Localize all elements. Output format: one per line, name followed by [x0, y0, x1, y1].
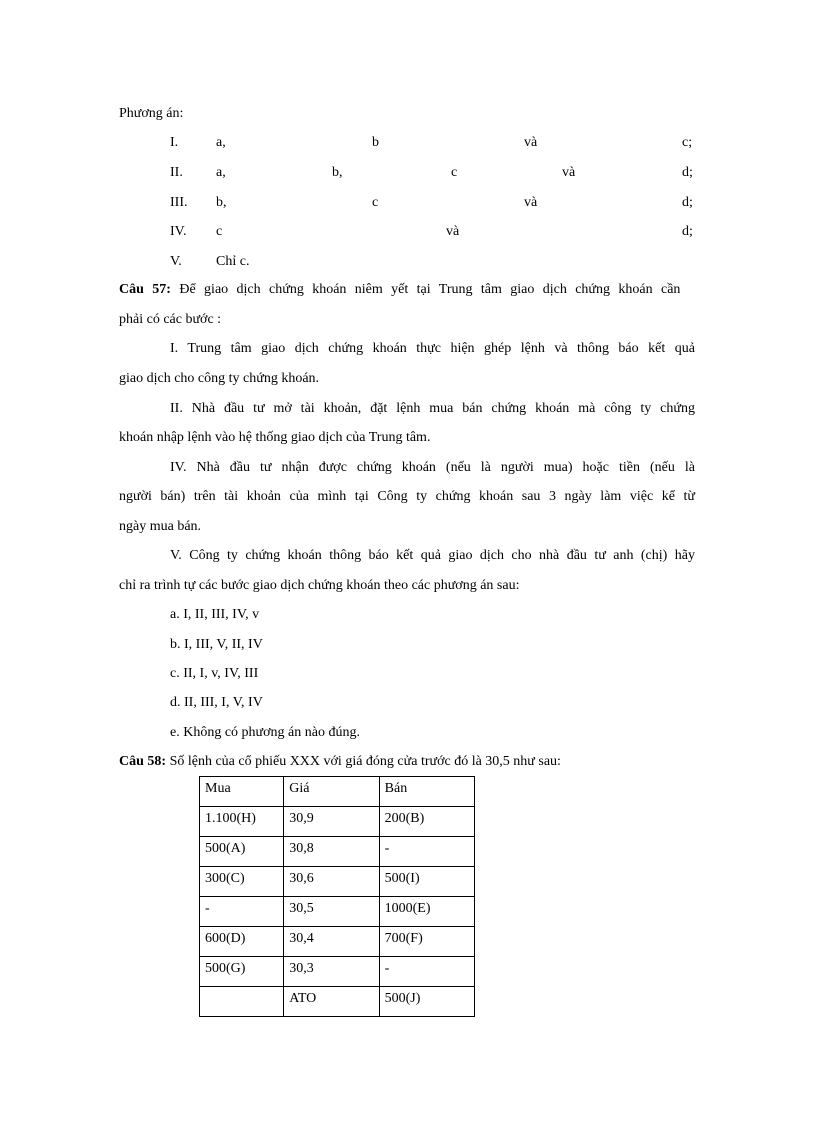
option-token: a, [216, 135, 226, 150]
cell-price: 30,3 [284, 957, 379, 987]
options-heading: Phương án: [119, 106, 184, 121]
cell-price: 30,5 [284, 897, 379, 927]
q58-line [119, 753, 561, 771]
q57-step-1-line-1: I. Trung tâm giao dịch chứng khoán thực hiện ghép lệnh và thông báo kết quả [170, 341, 695, 356]
option-token: Chỉ c. [216, 254, 250, 269]
q57-step-4-line-1: V. Công ty chứng khoán thông báo kết quả giao dịch cho nhà đầu tư anh (chị) hãy [170, 548, 695, 563]
option-token: d; [682, 165, 693, 180]
table-row [200, 957, 475, 987]
cell-buy: 300(C) [200, 867, 284, 897]
q57-step-3-line-1: IV. Nhà đầu tư nhận được chứng khoán (nếu là người mua) hoặc tiền (nếu là [170, 460, 695, 475]
option-row-5 [170, 253, 696, 271]
answer-c: c. II, I, v, IV, III [170, 666, 259, 681]
table-row [200, 987, 475, 1017]
cell-sell: 700(F) [379, 927, 474, 957]
option-token: và [562, 165, 576, 180]
option-row-2 [170, 164, 696, 182]
option-token: b [372, 135, 379, 150]
table-row [200, 807, 475, 837]
answer-a: a. I, II, III, IV, v [170, 607, 260, 622]
option-token: c [372, 195, 379, 210]
cell-price: 30,8 [284, 837, 379, 867]
cell-sell: 200(B) [379, 807, 474, 837]
q57-step-1-line-2: giao dịch cho công ty chứng khoán. [119, 371, 320, 386]
header-buy: Mua [200, 777, 284, 807]
option-token: và [446, 224, 460, 239]
table-header-row [200, 777, 475, 807]
cell-buy: 500(G) [200, 957, 284, 987]
option-row-3 [170, 194, 696, 212]
option-number: II. [170, 165, 183, 180]
cell-buy: - [200, 897, 284, 927]
q58-text: Số lệnh của cổ phiếu XXX với giá đóng cửa trước đó là 30,5 như sau: [169, 754, 561, 769]
cell-price: ATO [284, 987, 379, 1017]
option-number: V. [170, 254, 182, 269]
answer-b: b. I, III, V, II, IV [170, 637, 263, 652]
cell-sell: 500(J) [379, 987, 474, 1017]
option-token: c; [682, 135, 693, 150]
order-book-table [199, 776, 475, 1017]
option-token: c [216, 224, 223, 239]
cell-sell: 500(I) [379, 867, 474, 897]
cell-buy: 600(D) [200, 927, 284, 957]
table-row [200, 867, 475, 897]
cell-sell: 1000(E) [379, 897, 474, 927]
cell-sell: - [379, 957, 474, 987]
option-token: và [524, 135, 538, 150]
cell-buy [200, 987, 284, 1017]
option-token: c [451, 165, 458, 180]
q57-step-2-line-1: II. Nhà đầu tư mở tài khoản, đặt lệnh mua bán chứng khoán mà công ty chứng [170, 401, 695, 416]
q57-line-1 [119, 281, 695, 299]
header-price: Giá [284, 777, 379, 807]
option-number: III. [170, 195, 188, 210]
cell-sell: - [379, 837, 474, 867]
answer-e: e. Không có phương án nào đúng. [170, 725, 360, 740]
q57-label: Câu 57: [119, 282, 171, 297]
table-row [200, 897, 475, 927]
option-token: b, [332, 165, 343, 180]
cell-buy: 500(A) [200, 837, 284, 867]
option-token: a, [216, 165, 226, 180]
q57-step-3-line-2: người bán) trên tài khoản của mình tại Công ty chứng khoán sau 3 ngày làm việc kể từ [119, 489, 695, 504]
q57-step-2-line-2: khoán nhập lệnh vào hệ thống giao dịch của Trung tâm. [119, 430, 431, 445]
table-row [200, 837, 475, 867]
option-token: d; [682, 224, 693, 239]
option-token: d; [682, 195, 693, 210]
answer-d: d. II, III, I, V, IV [170, 695, 263, 710]
option-row-4 [170, 223, 696, 241]
option-token: b, [216, 195, 227, 210]
q58-label: Câu 58: [119, 754, 167, 769]
option-token: và [524, 195, 538, 210]
option-row-1 [170, 134, 696, 152]
cell-price: 30,4 [284, 927, 379, 957]
option-number: IV. [170, 224, 187, 239]
header-sell: Bán [379, 777, 474, 807]
q57-line-2: phải có các bước : [119, 312, 222, 327]
q57-step-3-line-3: ngày mua bán. [119, 519, 202, 534]
cell-price: 30,6 [284, 867, 379, 897]
q57-text: Để giao dịch chứng khoán niêm yết tại Trung tâm giao dịch chứng khoán cần [179, 282, 681, 297]
table-row [200, 927, 475, 957]
cell-buy: 1.100(H) [200, 807, 284, 837]
q57-step-4-line-2: chỉ ra trình tự các bước giao dịch chứng khoán theo các phương án sau: [119, 578, 520, 593]
option-number: I. [170, 135, 179, 150]
cell-price: 30,9 [284, 807, 379, 837]
